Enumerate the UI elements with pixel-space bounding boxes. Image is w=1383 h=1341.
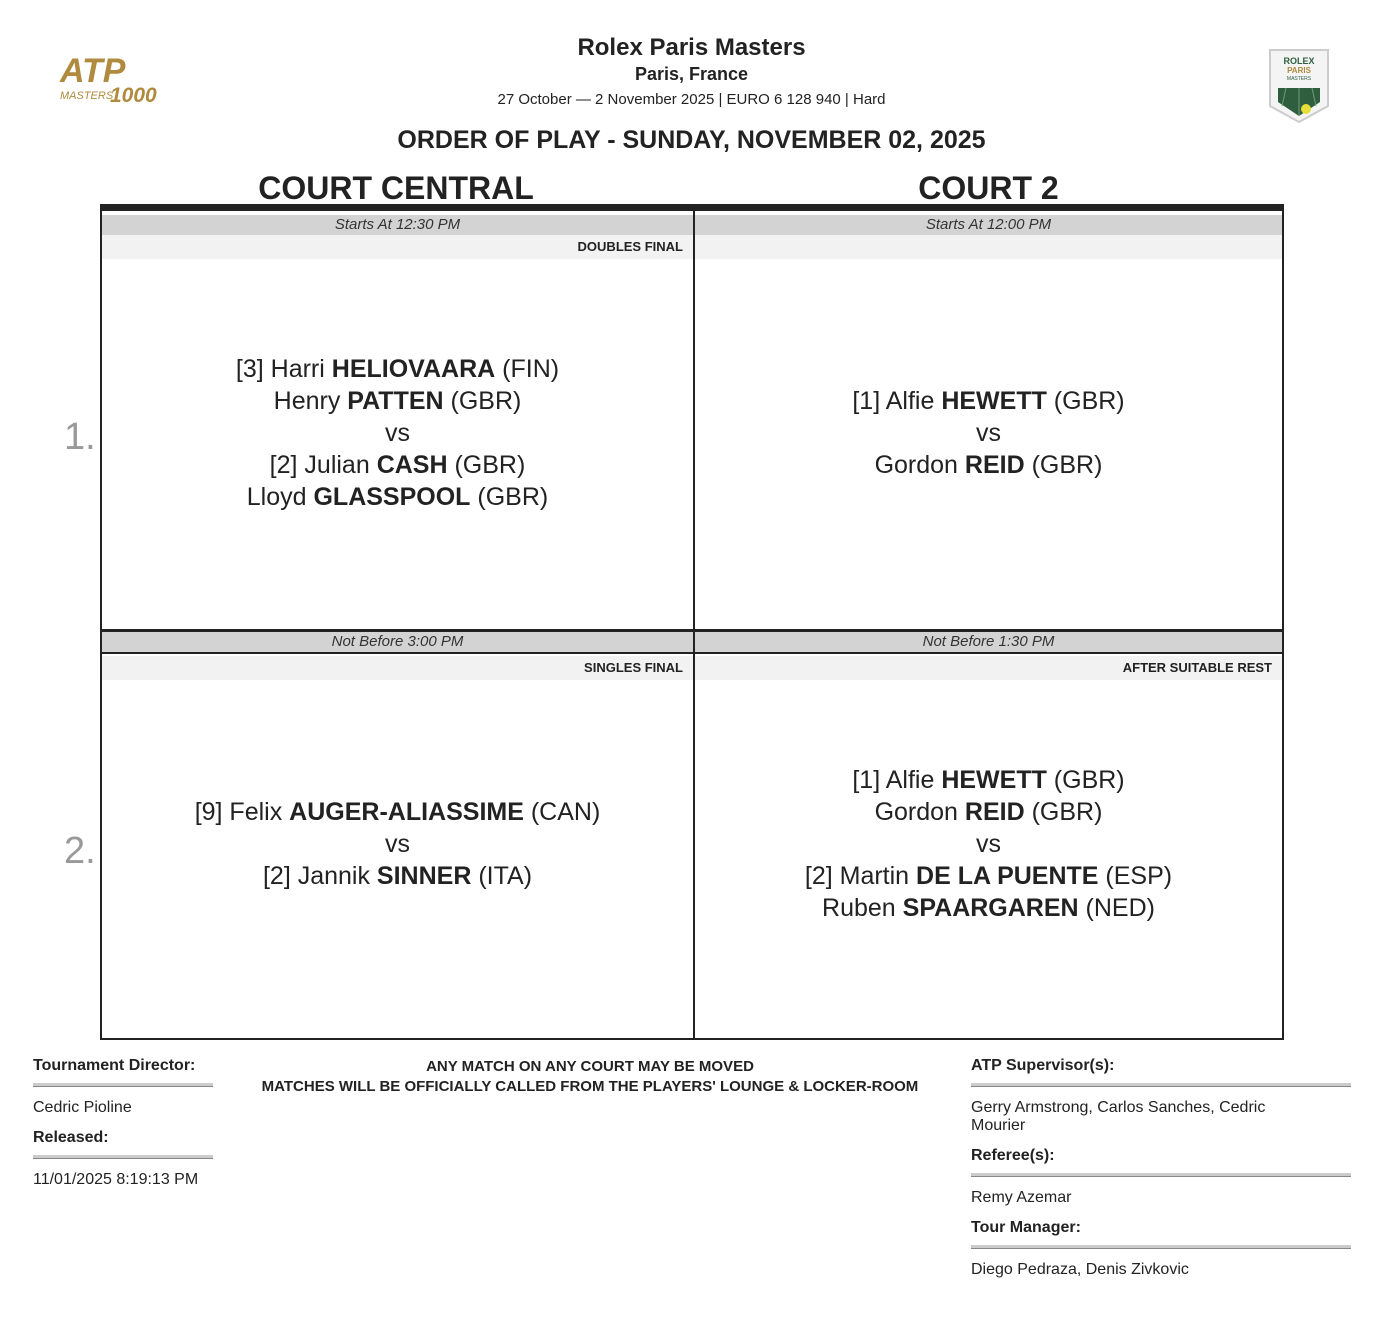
player-line: [2] Jannik SINNER (ITA) bbox=[262, 862, 533, 890]
player-line: [2] Julian CASH (GBR) bbox=[269, 451, 526, 479]
footer-notice bbox=[230, 1057, 950, 1097]
vs-label: vs bbox=[976, 419, 1001, 447]
match-singles-final bbox=[102, 796, 693, 892]
rpm-logo-rolex: ROLEX bbox=[1283, 56, 1315, 66]
match-tag: SINGLES FINAL bbox=[102, 656, 693, 680]
tour-manager-value: Diego Pedraza, Denis Zivkovic bbox=[971, 1261, 1189, 1278]
footer-right bbox=[971, 1057, 1351, 1291]
match-slot-court2-1 bbox=[695, 211, 1282, 629]
player-line: [1] Alfie HEWETT (GBR) bbox=[852, 766, 1125, 794]
released-value: 11/01/2025 8:19:13 PM bbox=[33, 1171, 199, 1188]
divider bbox=[971, 1083, 1351, 1087]
tournament-location: Paris, France bbox=[634, 64, 749, 84]
rpm-logo-masters: MASTERS bbox=[1286, 76, 1312, 82]
player-line: Lloyd GLASSPOOL (GBR) bbox=[246, 483, 549, 511]
notice-line-2: MATCHES WILL BE OFFICIALLY CALLED FROM THE PLAYERS' LOUNGE & LOCKER-ROOM bbox=[261, 1078, 919, 1095]
court-title-2: COURT 2 bbox=[918, 170, 1059, 206]
atp-logo-text: ATP bbox=[60, 52, 126, 90]
player-line: Henry PATTEN (GBR) bbox=[273, 387, 522, 415]
match-tag bbox=[695, 235, 1282, 259]
start-time: Not Before 1:30 PM bbox=[695, 632, 1282, 654]
director-label: Tournament Director: bbox=[33, 1057, 196, 1074]
player-line: Ruben SPAARGAREN (NED) bbox=[822, 894, 1155, 922]
player-line: Gordon REID (GBR) bbox=[874, 798, 1103, 826]
divider bbox=[971, 1245, 1351, 1249]
player-line: [1] Alfie HEWETT (GBR) bbox=[852, 387, 1125, 415]
player-line: [2] Martin DE LA PUENTE (ESP) bbox=[804, 862, 1173, 890]
supervisor-label: ATP Supervisor(s): bbox=[971, 1057, 1115, 1074]
tournament-header bbox=[0, 34, 1383, 108]
player-line: [3] Harri HELIOVAARA (FIN) bbox=[235, 355, 560, 383]
tournament-dates-prize-surface: 27 October — 2 November 2025 | EURO 6 128 940 | Hard bbox=[497, 91, 886, 108]
divider bbox=[33, 1083, 213, 1087]
released-label: Released: bbox=[33, 1129, 109, 1146]
tournament-name: Rolex Paris Masters bbox=[577, 34, 806, 61]
start-time: Starts At 12:00 PM bbox=[695, 215, 1282, 237]
vs-label: vs bbox=[385, 830, 410, 858]
divider bbox=[33, 1155, 213, 1159]
start-time: Not Before 3:00 PM bbox=[102, 632, 693, 654]
atp-logo-num: 1000 bbox=[110, 84, 157, 107]
vs-label: vs bbox=[385, 419, 410, 447]
match-doubles-final bbox=[102, 353, 693, 513]
match-wheelchair-singles bbox=[695, 385, 1282, 481]
director-value: Cedric Pioline bbox=[33, 1099, 132, 1116]
start-time: Starts At 12:30 PM bbox=[102, 215, 693, 237]
notice-line-1: ANY MATCH ON ANY COURT MAY BE MOVED bbox=[426, 1058, 754, 1075]
order-of-play-title: ORDER OF PLAY - SUNDAY, NOVEMBER 02, 2025 bbox=[397, 126, 986, 154]
match-slot-central-2 bbox=[102, 632, 693, 1038]
match-slot-court2-2 bbox=[695, 632, 1282, 1038]
row-number-2: 2. bbox=[64, 830, 96, 872]
row-number-1: 1. bbox=[64, 416, 96, 458]
order-of-play-grid bbox=[100, 204, 1284, 1040]
court-title-central: COURT CENTRAL bbox=[258, 170, 534, 206]
divider bbox=[971, 1173, 1351, 1177]
atp-logo-sub: MASTERS bbox=[60, 90, 114, 102]
match-tag: AFTER SUITABLE REST bbox=[695, 656, 1282, 680]
match-wheelchair-doubles bbox=[695, 764, 1282, 924]
match-tag: DOUBLES FINAL bbox=[102, 235, 693, 259]
rpm-logo-paris: PARIS bbox=[1287, 66, 1311, 75]
player-line: [9] Felix AUGER-ALIASSIME (CAN) bbox=[194, 798, 601, 826]
supervisor-value: Gerry Armstrong, Carlos Sanches, Cedric Mourier bbox=[971, 1099, 1266, 1134]
referee-value: Remy Azemar bbox=[971, 1189, 1072, 1206]
vs-label: vs bbox=[976, 830, 1001, 858]
player-line: Gordon REID (GBR) bbox=[874, 451, 1103, 479]
tour-manager-label: Tour Manager: bbox=[971, 1219, 1081, 1236]
match-slot-central-1 bbox=[102, 211, 693, 629]
referee-label: Referee(s): bbox=[971, 1147, 1055, 1164]
footer-left bbox=[33, 1057, 213, 1201]
